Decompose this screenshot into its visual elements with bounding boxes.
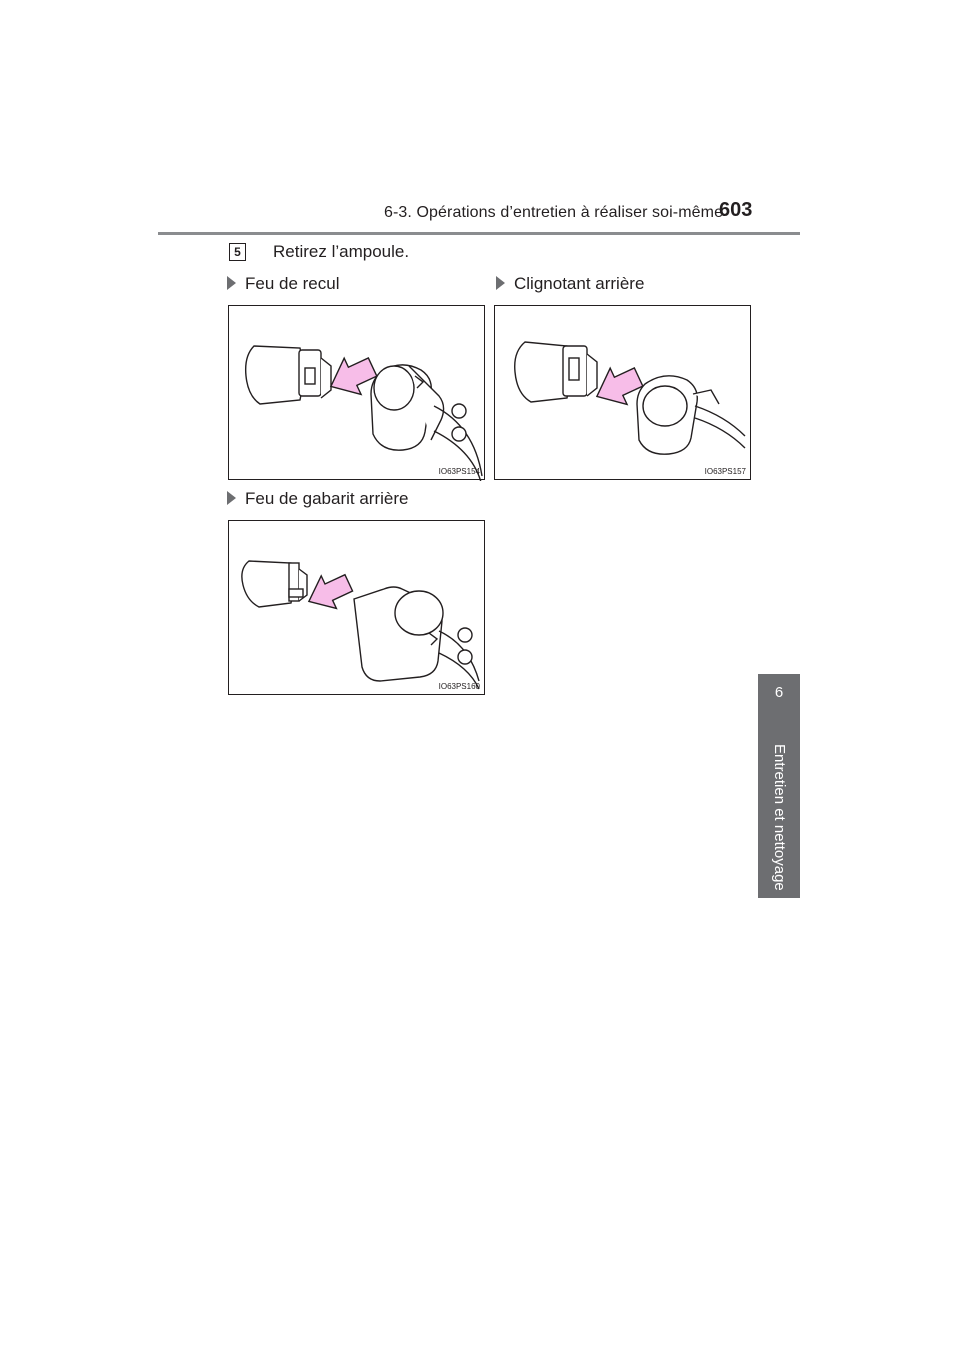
caption-bullet-icon <box>496 276 505 290</box>
caption-text: Feu de gabarit arrière <box>245 489 409 508</box>
header-rule <box>158 232 800 235</box>
caption-text: Feu de recul <box>245 274 340 293</box>
figure-caption-rear-side-marker <box>227 489 408 509</box>
caption-text: Clignotant arrière <box>514 274 645 293</box>
figure-code: IO63PS157 <box>704 467 746 476</box>
figure-rear-side-marker-bulb <box>228 520 485 695</box>
step-instruction: Retirez l’ampoule. <box>273 242 410 261</box>
figure-backup-light-bulb <box>228 305 485 480</box>
figure-code: IO63PS154 <box>438 467 480 476</box>
step-number-box: 5 <box>229 243 246 261</box>
caption-bullet-icon <box>227 491 236 505</box>
figure-rear-turn-signal-bulb <box>494 305 751 480</box>
figure-code: IO63PS160 <box>438 682 480 691</box>
bulb-removal-illustration <box>229 306 486 481</box>
figure-caption-rear-turn-signal <box>496 274 644 294</box>
bulb-removal-illustration <box>495 306 752 481</box>
insert-arrow-icon <box>301 567 356 618</box>
figure-caption-backup-light <box>227 274 340 294</box>
chapter-tab-label: Entretien et nettoyage <box>771 744 788 891</box>
caption-bullet-icon <box>227 276 236 290</box>
chapter-tab-number: 6 <box>774 684 784 701</box>
bulb-removal-illustration <box>229 521 486 696</box>
section-header: 6-3. Opérations d’entretien à réaliser soi-même <box>384 204 724 221</box>
page-number: 603 <box>719 199 753 221</box>
